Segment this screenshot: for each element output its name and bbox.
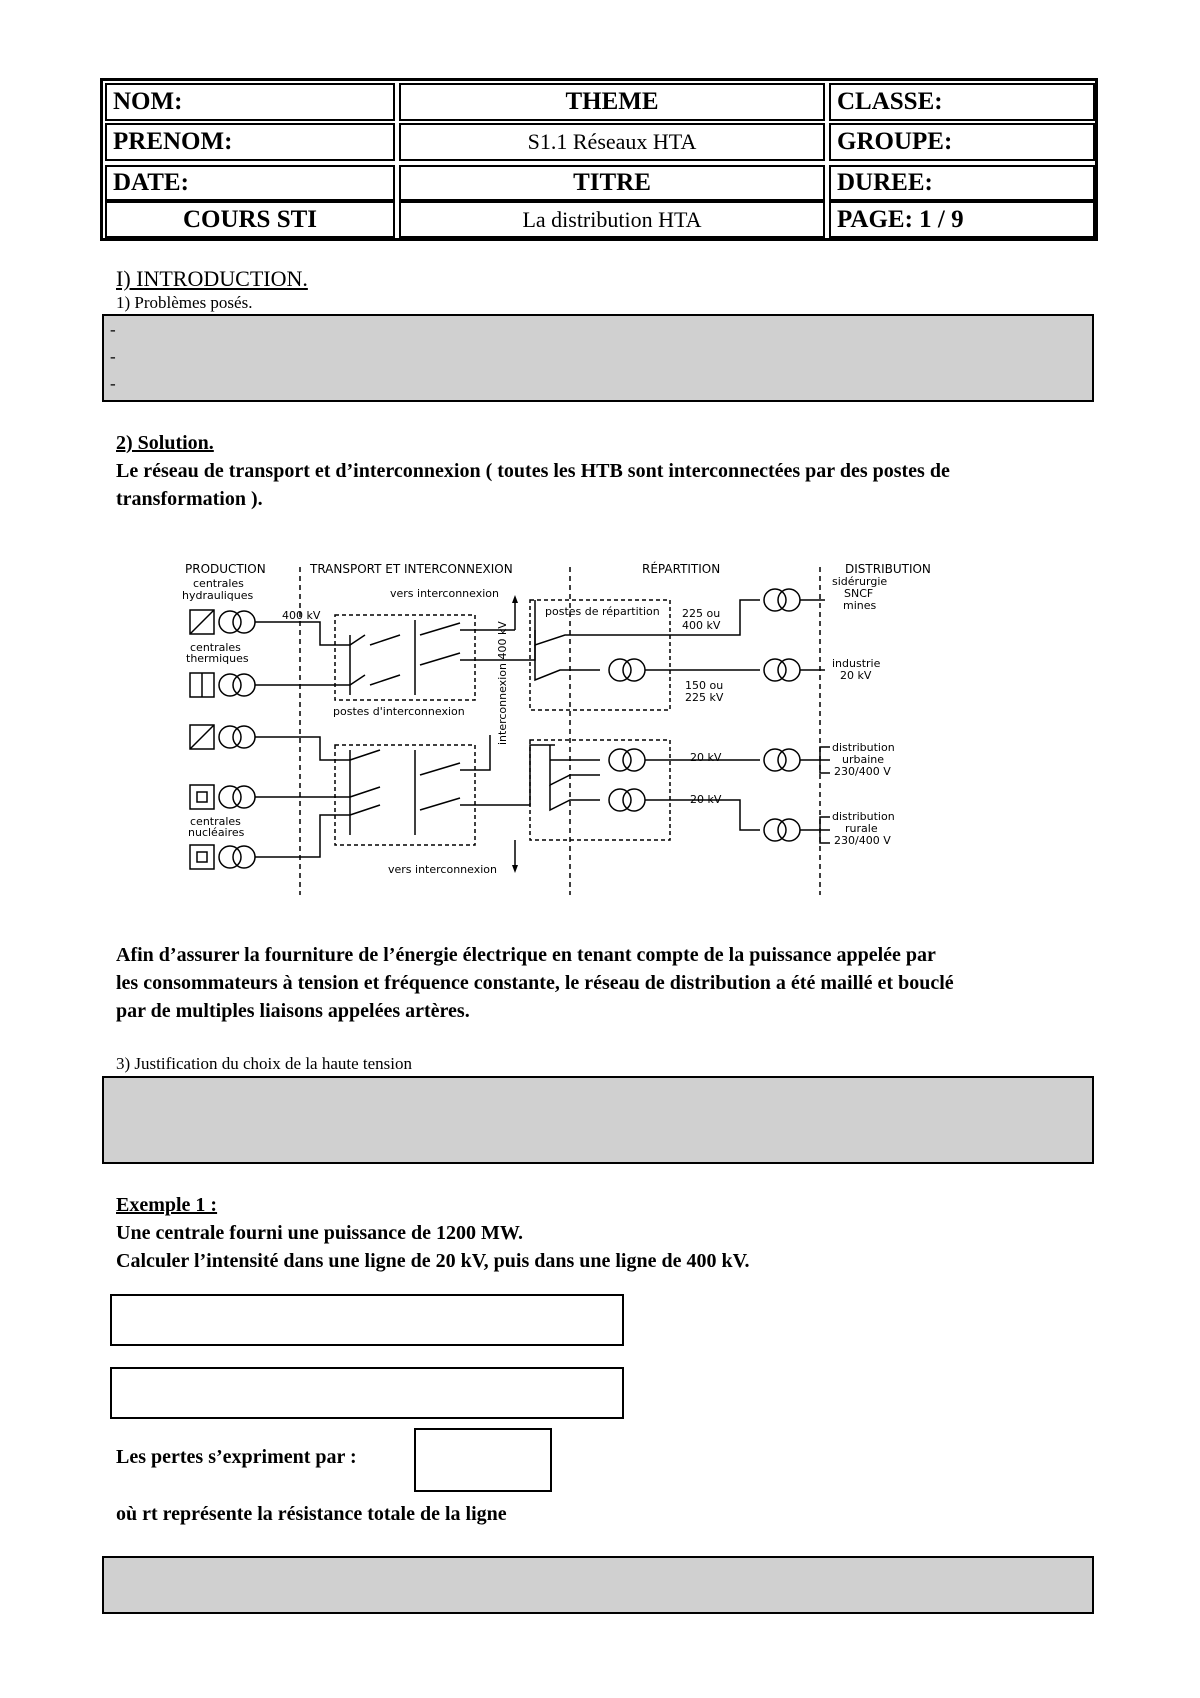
generator-2 xyxy=(190,673,255,697)
paragraph-line-3: par de multiples liaisons appelées artères. xyxy=(116,1000,470,1022)
col-transport: TRANSPORT ET INTERCONNEXION xyxy=(310,562,513,576)
exemple-heading: Exemple 1 : xyxy=(116,1194,218,1216)
generator-1 xyxy=(190,610,255,634)
busbars xyxy=(350,620,460,835)
lbl-siderurgie-1: sidérurgie xyxy=(832,575,888,588)
header-table xyxy=(100,78,1098,241)
dash-2: - xyxy=(110,347,116,366)
titre-label-cell: TITRE xyxy=(399,165,825,201)
paragraph-line-1: Afin d’assurer la fourniture de l’énergie électrique en tenant compte de la puissance appelée par xyxy=(116,944,936,966)
lbl-urbaine-1: distribution xyxy=(832,741,895,754)
generator-5 xyxy=(190,845,255,869)
lbl-postes-rep: postes de répartition xyxy=(545,605,660,618)
lbl-20kv-b: 20 kV xyxy=(690,793,722,806)
col-production: PRODUCTION xyxy=(185,562,266,576)
network-diagram xyxy=(160,555,1000,900)
repartition-box-bottom xyxy=(530,740,670,840)
lbl-225-400-b: 400 kV xyxy=(682,619,721,632)
justif-heading: 3) Justification du choix de la haute tension xyxy=(116,1054,413,1073)
lbl-20kv-a: 20 kV xyxy=(690,751,722,764)
classe-cell: CLASSE: xyxy=(829,83,1095,121)
final-answer-box[interactable] xyxy=(102,1556,1094,1614)
problems-answer-box[interactable] xyxy=(102,314,1094,402)
solution-line-2: transformation ). xyxy=(116,488,263,510)
date-cell: DATE: xyxy=(105,165,395,201)
paragraph-line-2: les consommateurs à tension et fréquence constante, le réseau de distribution a été maillé et bouclé xyxy=(116,972,954,994)
col-distribution: DISTRIBUTION xyxy=(845,562,931,576)
lbl-150-225-a: 150 ou xyxy=(685,679,724,692)
prenom-cell: PRENOM: xyxy=(105,123,395,161)
lbl-nucl-1: centrales xyxy=(190,815,241,828)
lbl-urbaine-2: urbaine xyxy=(842,753,885,766)
lbl-vers-interco-top: vers interconnexion xyxy=(390,587,499,600)
answer-box-20kv[interactable] xyxy=(110,1294,624,1346)
solution-line-1: Le réseau de transport et d’interconnexion ( toutes les HTB sont interconnectées par des postes de xyxy=(116,460,950,482)
page-cell: PAGE: 1 / 9 xyxy=(829,201,1095,238)
theme-value-cell: S1.1 Réseaux HTA xyxy=(399,123,825,161)
nom-cell: NOM: xyxy=(105,83,395,121)
lbl-thermo-1: centrales xyxy=(190,641,241,654)
pertes-formula-box[interactable] xyxy=(414,1428,552,1492)
lbl-industrie-2: 20 kV xyxy=(840,669,872,682)
lbl-rurale-1: distribution xyxy=(832,810,895,823)
lbl-siderurgie-2: SNCF xyxy=(844,587,874,600)
titre-value-cell: La distribution HTA xyxy=(399,201,825,238)
lbl-industrie-1: industrie xyxy=(832,657,881,670)
dash-1: - xyxy=(110,320,116,339)
repartition-switches xyxy=(535,600,760,830)
lbl-urbaine-3: 230/400 V xyxy=(834,765,891,778)
answer-box-400kv[interactable] xyxy=(110,1367,624,1419)
pertes-label: Les pertes s’expriment par : xyxy=(116,1446,357,1468)
lbl-thermo-2: thermiques xyxy=(186,652,249,665)
dash-3: - xyxy=(110,374,116,393)
lbl-400kv: 400 kV xyxy=(282,609,321,622)
generator-3 xyxy=(190,725,255,749)
justif-answer-box[interactable] xyxy=(102,1076,1094,1164)
cours-cell: COURS STI xyxy=(105,201,395,238)
lbl-225-400-a: 225 ou xyxy=(682,607,721,620)
exemple-line-2: Calculer l’intensité dans une ligne de 20 kV, puis dans une ligne de 400 kV. xyxy=(116,1250,750,1272)
intro-heading: I) INTRODUCTION. xyxy=(116,266,308,291)
exemple-line-1: Une centrale fourni une puissance de 1200 MW. xyxy=(116,1222,524,1244)
lbl-nucl-2: nucléaires xyxy=(188,826,245,839)
theme-label-cell: THEME xyxy=(399,83,825,121)
solution-heading: 2) Solution. xyxy=(116,432,214,454)
lbl-postes-interco: postes d'interconnexion xyxy=(333,705,465,718)
lbl-rurale-3: 230/400 V xyxy=(834,834,891,847)
intro-subheading: 1) Problèmes posés. xyxy=(116,293,253,312)
duree-cell: DUREE: xyxy=(829,165,1095,201)
lbl-siderurgie-3: mines xyxy=(843,599,877,612)
lbl-rurale-2: rurale xyxy=(845,822,878,835)
groupe-cell: GROUPE: xyxy=(829,123,1095,161)
lbl-vers-interco-bottom: vers interconnexion xyxy=(388,863,497,876)
lbl-interco-400: interconnexion 400 kV xyxy=(496,621,509,745)
generator-4 xyxy=(190,785,255,809)
col-repartition: RÉPARTITION xyxy=(642,562,721,576)
interco-post-top xyxy=(335,615,475,700)
lbl-hydro-2: hydrauliques xyxy=(182,589,254,602)
rt-line: où rt représente la résistance totale de la ligne xyxy=(116,1503,507,1525)
lbl-150-225-b: 225 kV xyxy=(685,691,724,704)
lbl-hydro-1: centrales xyxy=(193,577,244,590)
